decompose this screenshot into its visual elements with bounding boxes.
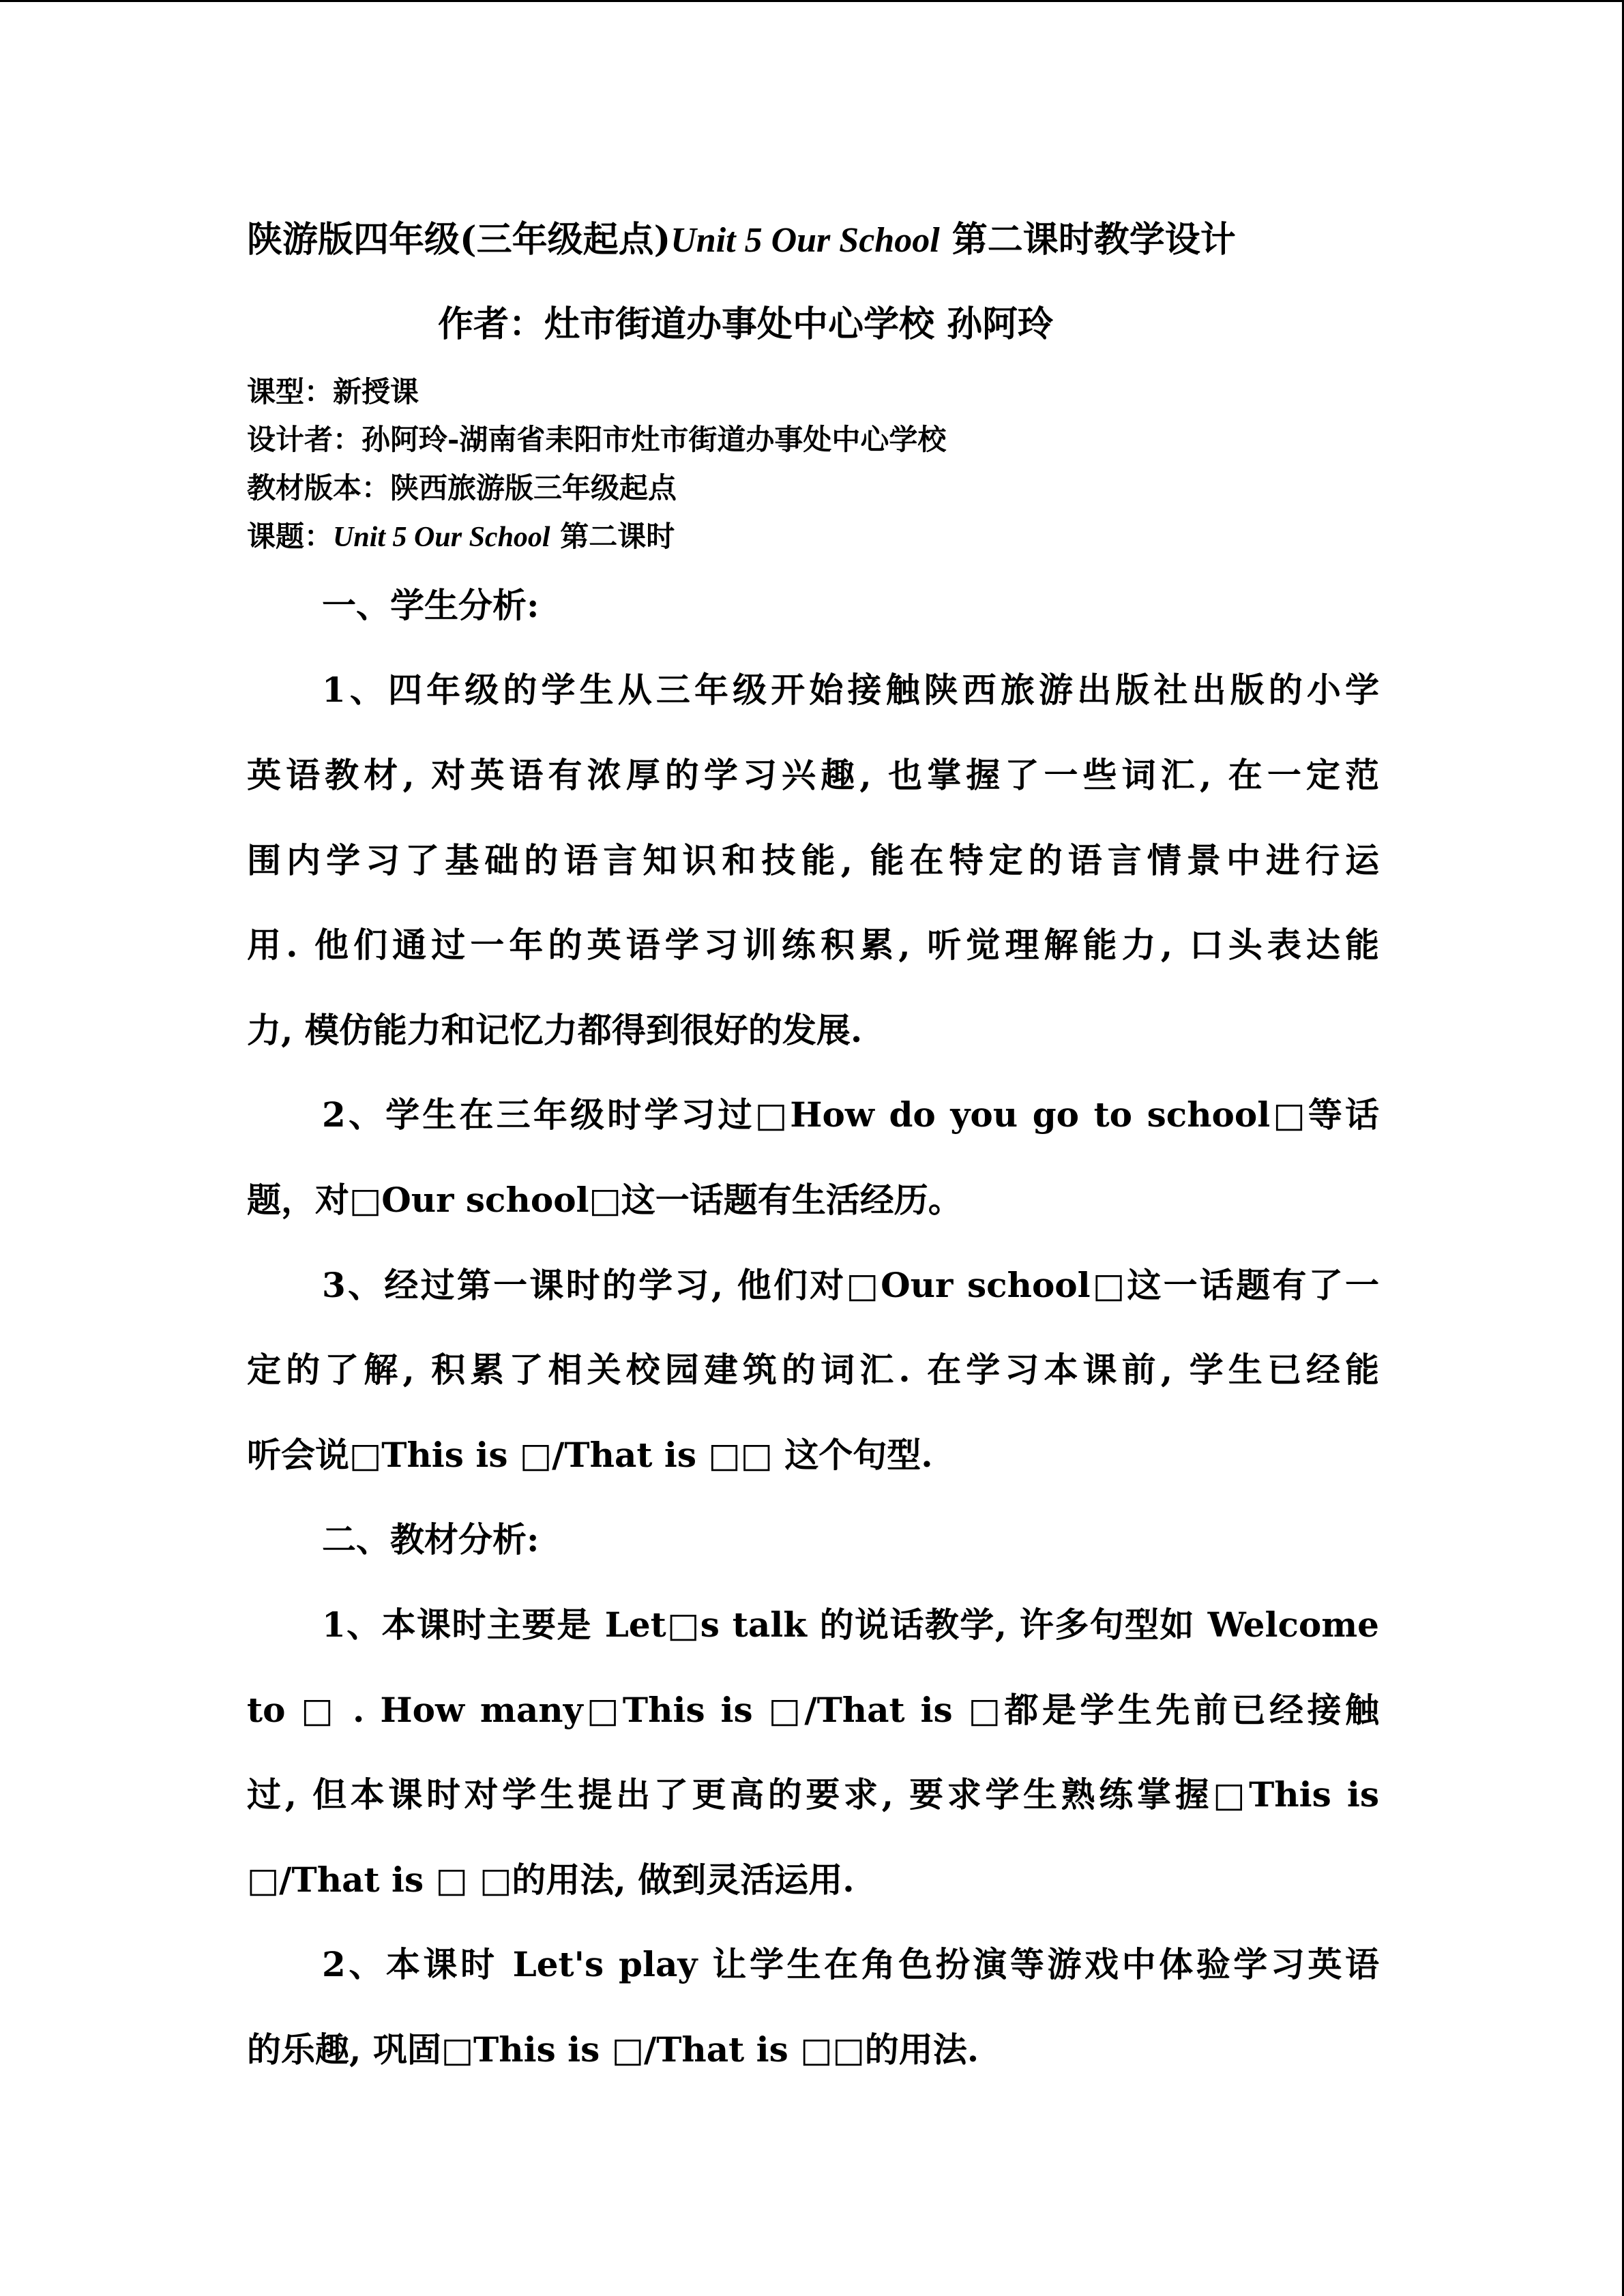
section-heading-material-analysis: 二、教材分析:: [322, 1519, 540, 1560]
paragraph-line: 过, 但本课时对学生提出了更高的要求, 要求学生熟练掌握□This is: [247, 1774, 1379, 1815]
title-unit: Unit 5 Our School: [670, 221, 940, 260]
paragraph-line: 用. 他们通过一年的英语学习训练积累, 听觉理解能力, 口头表达能: [247, 925, 1379, 965]
paragraph-line: to □ . How many□This is □/That is □都是学生先前已经接触: [247, 1690, 1379, 1730]
paragraph-line: 力, 模仿能力和记忆力都得到很好的发展.: [247, 1010, 863, 1050]
paragraph-line: □/That is □ □的用法, 做到灵活运用.: [247, 1860, 855, 1900]
meta-topic-unit: Unit 5 Our School: [333, 522, 550, 553]
paragraph-line: 2、学生在三年级时学习过□How do you go to school□等话: [322, 1094, 1379, 1135]
title-prefix: 陕游版四年级(三年级起点): [247, 219, 671, 260]
page-border-top: [0, 0, 1624, 2]
meta-topic-suffix: 第二课时: [550, 520, 675, 553]
meta-topic-label: 课题：: [247, 520, 334, 553]
paragraph-line: 围内学习了基础的语言知识和技能, 能在特定的语言情景中进行运: [247, 840, 1379, 880]
author-line: 作者：灶市街道办事处中心学校 孙阿玲: [438, 303, 1054, 345]
paragraph-line: 2、本课时 Let's play 让学生在角色扮演等游戏中体验学习英语: [322, 1944, 1379, 1984]
meta-designer: 设计者：孙阿玲-湖南省耒阳市灶市街道办事处中心学校: [247, 423, 947, 456]
title-suffix: 第二课时教学设计: [951, 219, 1236, 260]
paragraph-line: 1、本课时主要是 Let□s talk 的说话教学, 许多句型如 Welcome: [322, 1605, 1379, 1645]
meta-lesson-type: 课型：新授课: [247, 375, 419, 408]
meta-edition: 教材版本：陕西旅游版三年级起点: [247, 471, 677, 505]
document-title: [247, 213, 1379, 268]
paragraph-line: 的乐趣, 巩固□This is □/That is □□的用法.: [247, 2029, 979, 2070]
paragraph-line: 听会说□This is □/That is □□ 这个句型.: [247, 1435, 933, 1475]
paragraph-line: 题，对□Our school□这一话题有生活经历。: [247, 1180, 962, 1220]
paragraph-line: 定的了解, 积累了相关校园建筑的词汇. 在学习本课前, 学生已经能: [247, 1350, 1379, 1390]
paragraph-line: 1、四年级的学生从三年级开始接触陕西旅游出版社出版的小学: [322, 670, 1379, 710]
paragraph-line: 英语教材, 对英语有浓厚的学习兴趣, 也掌握了一些词汇, 在一定范: [247, 755, 1379, 795]
meta-topic: [247, 516, 675, 558]
section-heading-student-analysis: 一、学生分析:: [322, 585, 540, 625]
paragraph-line: 3、经过第一课时的学习, 他们对□Our school□这一话题有了一: [322, 1265, 1379, 1305]
